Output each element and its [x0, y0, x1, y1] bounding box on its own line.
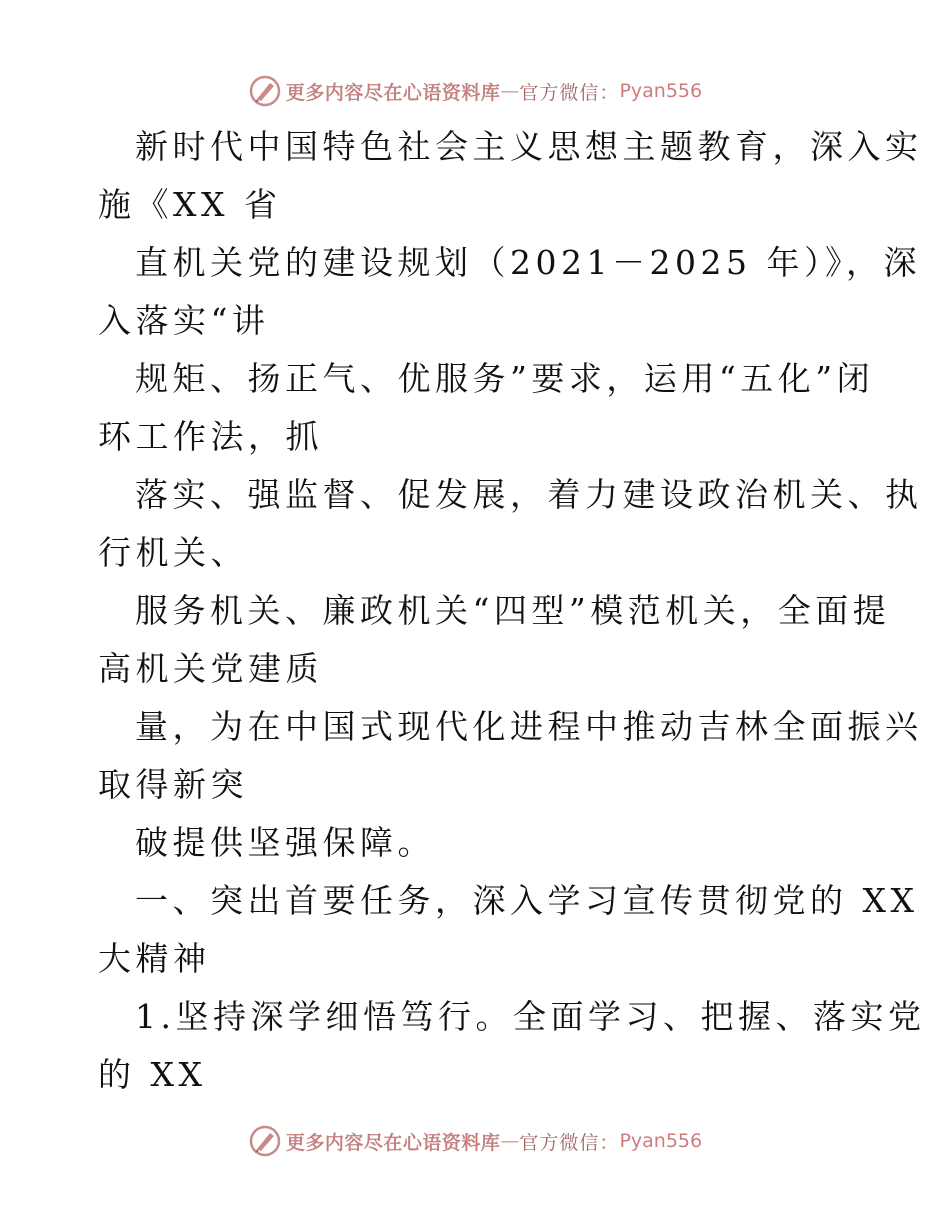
text-line: 新时代中国特色社会主义思想主题教育，深入实: [135, 127, 923, 166]
text-line: 施《XX 省: [98, 185, 282, 224]
text-line: 量，为在中国式现代化进程中推动吉林全面振兴: [135, 707, 923, 746]
text-line: 落实、强监督、促发展，着力建设政治机关、执: [135, 475, 923, 514]
watermark-wechat-label: 官方微信：: [519, 81, 620, 104]
pen-logo-icon: [248, 74, 282, 108]
document-body: [98, 118, 926, 1104]
header-watermark: [0, 71, 950, 111]
text-line: 环工作法，抓: [98, 417, 323, 456]
text-line: 高机关党建质: [98, 649, 323, 688]
text-line: 行机关、: [98, 533, 248, 572]
watermark-wechat-label: 官方微信：: [519, 1131, 620, 1154]
text-line: 入落实“讲: [98, 301, 270, 340]
pen-logo-icon: [248, 1124, 282, 1158]
watermark-dash: —: [500, 80, 520, 102]
footer-watermark: [0, 1121, 950, 1161]
text-line: 破提供坚强保障。: [135, 823, 435, 862]
watermark-dash: —: [500, 1130, 520, 1152]
text-line: 直机关党的建设规划（2021－2025 年）》，深: [135, 243, 921, 282]
text-line: 1.坚持深学细悟笃行。全面学习、把握、落实党: [135, 997, 926, 1036]
watermark-wechat-id: Pyan556: [619, 1130, 703, 1152]
watermark-wechat-id: Pyan556: [619, 80, 703, 102]
text-line: 取得新突: [98, 765, 248, 804]
text-line: 规矩、扬正气、优服务”要求，运用“五化”闭: [135, 359, 875, 398]
text-line: 服务机关、廉政机关“四型”模范机关，全面提: [135, 591, 891, 630]
watermark-site-text: 更多内容尽在心语资料库: [285, 81, 501, 104]
text-line: 大精神: [98, 939, 211, 978]
text-line: 的 XX: [98, 1055, 207, 1094]
watermark-site-text: 更多内容尽在心语资料库: [285, 1131, 501, 1154]
text-line: 一、突出首要任务，深入学习宣传贯彻党的 XX: [135, 881, 919, 920]
